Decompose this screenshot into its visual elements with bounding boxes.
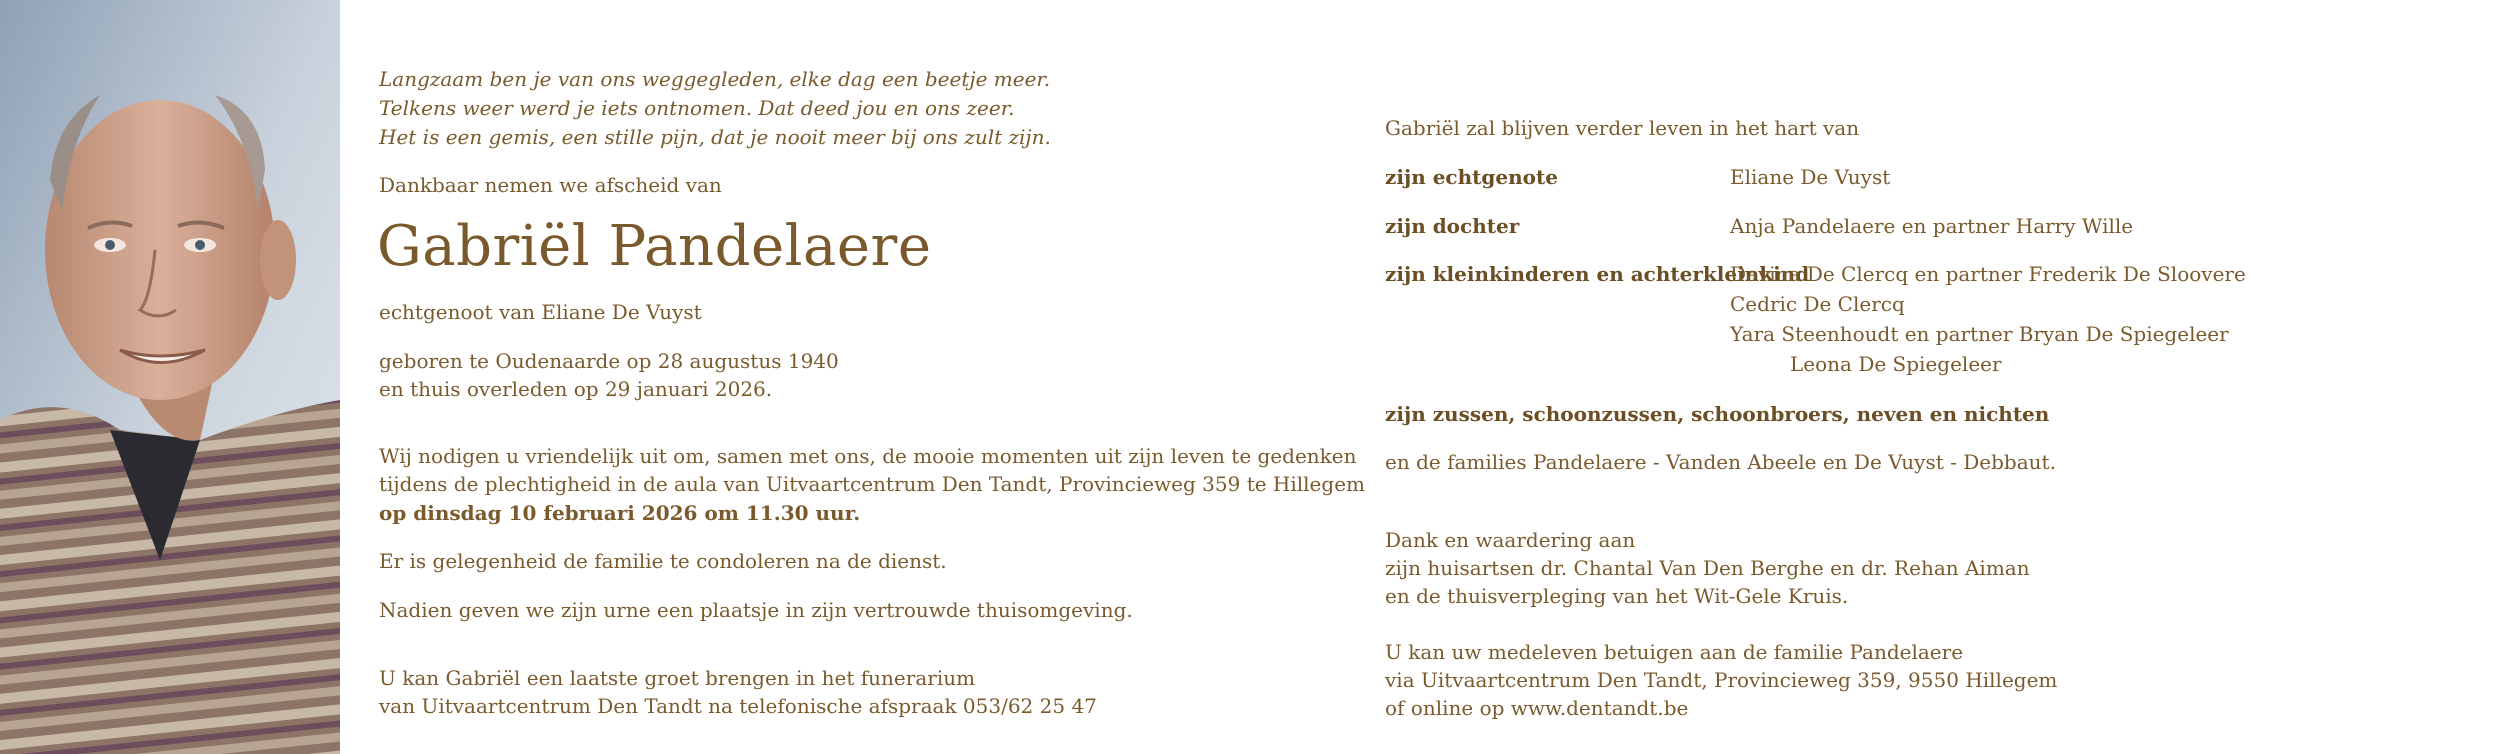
- condolence-text: Er is gelegenheid de familie te condoleren na de dienst.: [379, 549, 947, 573]
- poem-line: Telkens weer werd je iets ontnomen. Dat deed jou en ons zeer.: [379, 96, 1015, 120]
- invitation-line: Wij nodigen u vriendelijk uit om, samen met ons, de mooie momenten uit zijn leven te gedenken: [379, 444, 1357, 468]
- families-line: en de families Pandelaere - Vanden Abeele en De Vuyst - Debbaut.: [1385, 450, 2056, 474]
- daughter-label: zijn dochter: [1385, 214, 1520, 238]
- grandchild-name: Cedric De Clercq: [1730, 292, 1905, 316]
- spouse-label: zijn echtgenote: [1385, 165, 1558, 189]
- birth-line: geboren te Oudenaarde op 28 augustus 1940: [379, 349, 839, 373]
- invitation-line: tijdens de plechtigheid in de aula van Uitvaartcentrum Den Tandt, Provincieweg 359 te Hillegem: [379, 472, 1365, 496]
- siblings-label: zijn zussen, schoonzussen, schoonbroers, neven en nichten: [1385, 402, 2050, 426]
- poem-line: Het is een gemis, een stille pijn, dat je nooit meer bij ons zult zijn.: [379, 125, 1051, 149]
- daughter-name: Anja Pandelaere en partner Harry Wille: [1730, 214, 2134, 238]
- urn-text: Nadien geven we zijn urne een plaatsje in zijn vertrouwde thuisomgeving.: [379, 598, 1133, 622]
- death-line: en thuis overleden op 29 januari 2026.: [379, 377, 773, 401]
- family-intro: Gabriël zal blijven verder leven in het hart van: [1385, 116, 1860, 140]
- funerarium-line: van Uitvaartcentrum Den Tandt na telefonische afspraak 053/62 25 47: [379, 694, 1097, 718]
- funerarium-line: U kan Gabriël een laatste groet brengen in het funerarium: [379, 666, 976, 690]
- spouse-name: Eliane De Vuyst: [1730, 165, 1891, 189]
- thanks-line: zijn huisartsen dr. Chantal Van Den Berghe en dr. Rehan Aiman: [1385, 556, 2030, 580]
- deceased-name: Gabriël Pandelaere: [377, 214, 932, 279]
- thanks-line: en de thuisverpleging van het Wit-Gele Kruis.: [1385, 584, 1849, 608]
- portrait-photo: [0, 0, 340, 754]
- grandchild-name: Yara Steenhoudt en partner Bryan De Spiegeleer: [1730, 322, 2229, 346]
- thanks-line: Dank en waardering aan: [1385, 528, 1636, 552]
- great-grandchild-name: Leona De Spiegeleer: [1790, 352, 2002, 376]
- spouse-line: echtgenoot van Eliane De Vuyst: [379, 300, 702, 324]
- condolence-online-line: via Uitvaartcentrum Den Tandt, Provincieweg 359, 9550 Hillegem: [1385, 668, 2058, 692]
- grandchild-name: Davina De Clercq en partner Frederik De Sloovere: [1730, 262, 2246, 286]
- poem-line: Langzaam ben je van ons weggegleden, elke dag een beetje meer.: [379, 67, 1051, 91]
- condolence-online-line: of online op www.dentandt.be: [1385, 696, 1689, 720]
- ceremony-date: op dinsdag 10 februari 2026 om 11.30 uur.: [379, 501, 861, 525]
- condolence-online-line: U kan uw medeleven betuigen aan de familie Pandelaere: [1385, 640, 1964, 664]
- intro-text: Dankbaar nemen we afscheid van: [379, 173, 722, 197]
- grandchildren-label: zijn kleinkinderen en achterkleinkind: [1385, 262, 1810, 286]
